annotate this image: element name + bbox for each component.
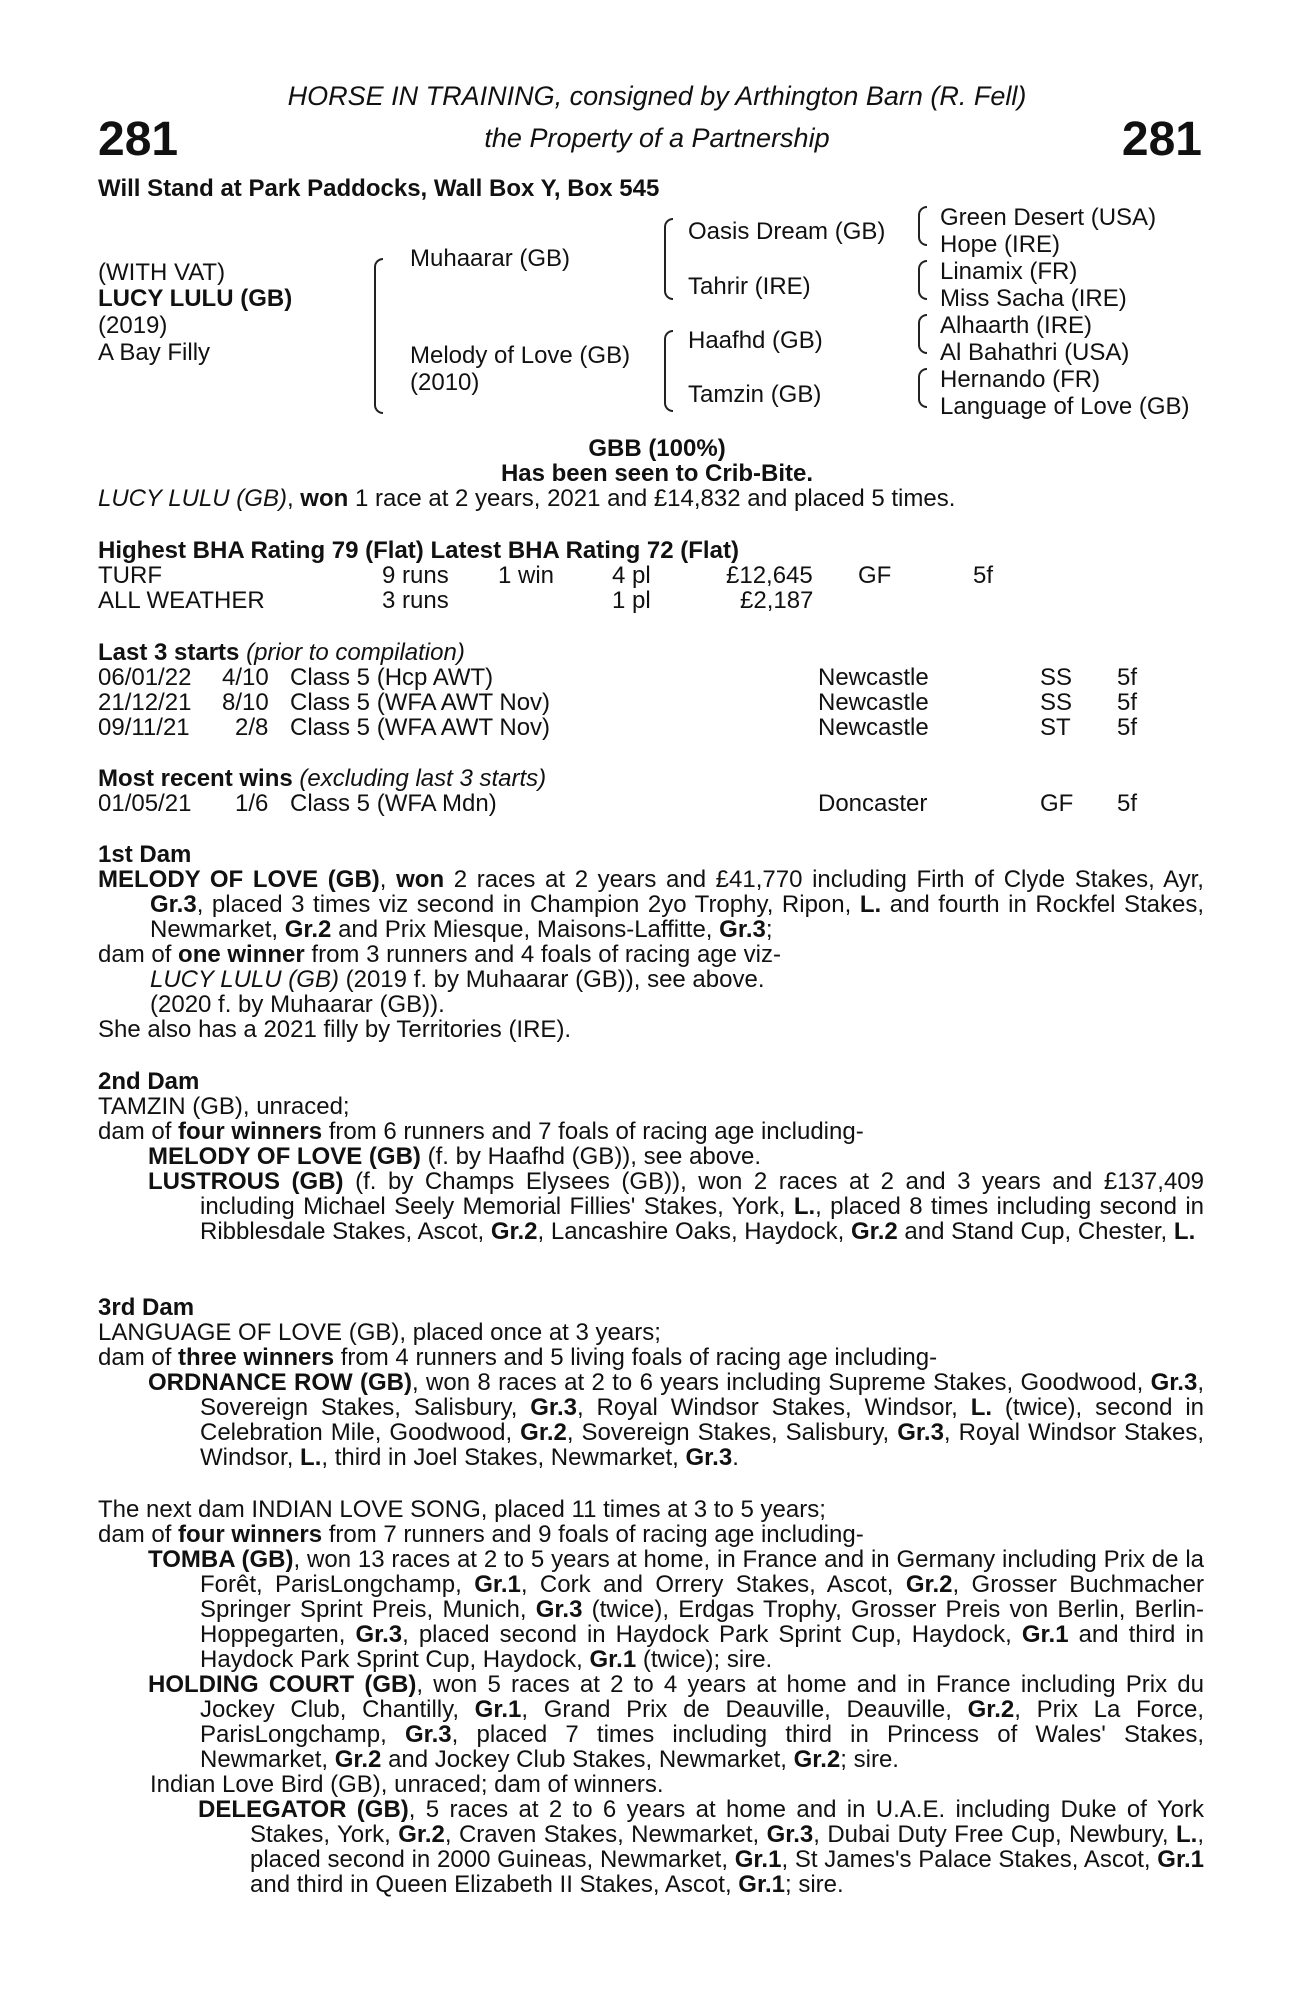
start-going: SS <box>1040 664 1073 691</box>
pedigree-brace-g2 <box>918 260 927 300</box>
start-date: 06/01/22 <box>98 664 192 691</box>
third-dam-line: LANGUAGE OF LOVE (GB), placed once at 3 years; <box>98 1319 661 1346</box>
pedigree-brace-g1 <box>918 206 927 246</box>
start-race: Class 5 (WFA AWT Nov) <box>290 714 551 741</box>
second-dam-section <box>98 1069 1204 1244</box>
win-course: Doncaster <box>818 790 928 817</box>
race-summary: LUCY LULU (GB), won 1 race at 2 years, 2021 and £14,832 and placed 5 times. <box>98 485 956 512</box>
pedigree-brace-g4 <box>918 368 927 408</box>
lot-number-right: 281 <box>1121 113 1202 166</box>
first-dam-produce-line: dam of one winner from 3 runners and 4 foals of racing age viz- <box>98 941 781 968</box>
start-position: 8/10 <box>222 689 269 716</box>
first-dam-also: She also has a 2021 filly by Territories (IRE). <box>98 1016 572 1043</box>
produce-item: Indian Love Bird (GB), unraced; dam of winners. <box>150 1771 664 1798</box>
turf-wins: 1 win <box>498 562 555 589</box>
property-line: the Property of a Partnership <box>484 123 830 153</box>
pedigree-dam-year: (2010) <box>410 369 480 396</box>
win-going: GF <box>1040 790 1074 817</box>
produce-item: MELODY OF LOVE (GB) (f. by Haafhd (GB)), see above. <box>148 1143 762 1170</box>
pedigree-dam-dam: Tamzin (GB) <box>688 381 822 408</box>
third-dam-produce-line: dam of three winners from 4 runners and 5 living foals of racing age including- <box>98 1344 938 1371</box>
start-course: Newcastle <box>818 664 929 691</box>
turf-distance: 5f <box>973 562 994 589</box>
aw-placed: 1 pl <box>612 587 651 614</box>
pedigree-ggp-6: Al Bahathri (USA) <box>940 339 1130 366</box>
pedigree-brace-main <box>374 258 383 414</box>
start-going: SS <box>1040 689 1073 716</box>
crib-bite-note: Has been seen to Crib-Bite. <box>500 460 814 487</box>
start-date: 21/12/21 <box>98 689 192 716</box>
produce-item: ORDNANCE ROW (GB), won 8 races at 2 to 6 years including Supreme Stakes, Goodwood, Gr.3, Sovereign Stakes, Salisbury, Gr.3, Royal Windsor Stakes, Windsor, L. (twice), second in Celebration Mile, Goodwood, Gr.2, Sovereign Stakes, Salisbury, Gr.3, Royal Windsor Stakes, Windsor, L., third in Joel Stakes, Newmarket, Gr.3. <box>148 1369 1204 1471</box>
pedigree-ggp-8: Language of Love (GB) <box>940 393 1190 420</box>
turf-prize-money: £12,645 <box>726 562 813 589</box>
next-dam-section <box>98 1497 1204 1897</box>
produce-item: LUCY LULU (GB) (2019 f. by Muhaarar (GB)), see above. <box>150 966 765 993</box>
pedigree-sire-dam: Tahrir (IRE) <box>688 273 811 300</box>
horse-description: A Bay Filly <box>98 339 211 366</box>
vat-label: (WITH VAT) <box>98 259 226 286</box>
turf-surface: TURF <box>98 562 162 589</box>
turf-placed: 4 pl <box>612 562 651 589</box>
bha-ratings-title: Highest BHA Rating 79 (Flat) Latest BHA Rating 72 (Flat) <box>98 537 739 564</box>
win-distance: 5f <box>1117 790 1138 817</box>
horse-name: LUCY LULU (GB) <box>98 285 293 312</box>
start-distance: 5f <box>1117 689 1138 716</box>
third-dam-heading: 3rd Dam <box>98 1294 195 1321</box>
summary-won: won <box>300 485 349 512</box>
start-going: ST <box>1040 714 1071 741</box>
pedigree-brace-g3 <box>918 314 927 354</box>
aw-surface: ALL WEATHER <box>98 587 265 614</box>
pedigree-sire: Muhaarar (GB) <box>410 245 571 272</box>
last-starts-note: (prior to compilation) <box>246 639 465 666</box>
last-starts-heading: Last 3 starts <box>98 639 240 666</box>
start-course: Newcastle <box>818 689 929 716</box>
pedigree-ggp-1: Green Desert (USA) <box>940 204 1157 231</box>
start-position: 4/10 <box>222 664 269 691</box>
second-dam-produce-line: dam of four winners from 6 runners and 7 foals of racing age including- <box>98 1118 864 1145</box>
gbb-status: GBB (100%) <box>588 435 726 462</box>
start-race: Class 5 (WFA AWT Nov) <box>290 689 551 716</box>
next-dam-line: The next dam INDIAN LOVE SONG, placed 11 times at 3 to 5 years; <box>98 1496 826 1523</box>
aw-prize-money: £2,187 <box>740 587 814 614</box>
first-dam-heading: 1st Dam <box>98 841 192 868</box>
pedigree-grandsire: Oasis Dream (GB) <box>688 218 886 245</box>
pedigree-ggp-5: Alhaarth (IRE) <box>940 312 1093 339</box>
pedigree-ggp-3: Linamix (FR) <box>940 258 1078 285</box>
aw-runs: 3 runs <box>382 587 449 614</box>
start-position: 2/8 <box>235 714 269 741</box>
second-dam-heading: 2nd Dam <box>98 1068 200 1095</box>
third-dam-section <box>98 1295 1204 1470</box>
lot-number-left: 281 <box>98 113 179 166</box>
win-race: Class 5 (WFA Mdn) <box>290 790 497 817</box>
stand-location: Will Stand at Park Paddocks, Wall Box Y, Box 545 <box>98 175 660 202</box>
recent-wins-heading: Most recent wins <box>98 765 293 792</box>
summary-horse-name: LUCY LULU (GB) <box>98 485 287 512</box>
first-dam-record: MELODY OF LOVE (GB), won 2 races at 2 years and £41,770 including Firth of Clyde Stakes, Ayr, Gr.3, placed 3 times viz second in Champion 2yo Trophy, Ripon, L. and fourth in Rockfel Stakes, Newmarket, Gr.2 and Prix Miesque, Maisons-Laffitte, Gr.3; <box>98 866 1205 943</box>
start-race: Class 5 (Hcp AWT) <box>290 664 494 691</box>
last-starts-title <box>98 640 465 665</box>
pedigree-ggp-4: Miss Sacha (IRE) <box>940 285 1127 312</box>
dam-name: MELODY OF LOVE (GB) <box>98 866 380 893</box>
next-dam-produce-line: dam of four winners from 7 runners and 9 foals of racing age including- <box>98 1521 864 1548</box>
pedigree-dam-sire: Haafhd (GB) <box>688 327 823 354</box>
start-distance: 5f <box>1117 714 1138 741</box>
turf-going: GF <box>858 562 892 589</box>
consignor-line: HORSE IN TRAINING, consigned by Arthington Barn (R. Fell) <box>287 81 1027 111</box>
win-date: 01/05/21 <box>98 790 192 817</box>
produce-item: TOMBA (GB), won 13 races at 2 to 5 years at home, in France and in Germany including Prix de la Forêt, ParisLongchamp, Gr.1, Cork and Orrery Stakes, Ascot, Gr.2, Grosser Buchmacher Springer Sprint Preis, Munich, Gr.3 (twice), Erdgas Trophy, Grosser Preis von Berlin, Berlin-Hoppegarten, Gr.3, placed second in Haydock Park Sprint Cup, Haydock, Gr.1 and third in Haydock Park Sprint Cup, Haydock, Gr.1 (twice); sire. <box>148 1546 1205 1673</box>
horse-year: (2019) <box>98 312 168 339</box>
first-dam-section <box>98 842 1204 1042</box>
produce-item: LUSTROUS (GB) (f. by Champs Elysees (GB)), won 2 races at 2 and 3 years and £137,409 including Michael Seely Memorial Fillies' Stakes, York, L., placed 8 times including second in Ribblesdale Stakes, Ascot, Gr.2, Lancashire Oaks, Haydock, Gr.2 and Stand Cup, Chester, L. <box>148 1168 1205 1245</box>
recent-wins-note: (excluding last 3 starts) <box>299 765 547 792</box>
win-position: 1/6 <box>235 790 269 817</box>
summary-record: 1 race at 2 years, 2021 and £14,832 and placed 5 times. <box>354 485 956 512</box>
won-label: won <box>396 866 445 893</box>
produce-item: HOLDING COURT (GB), won 5 races at 2 to 4 years at home and in France including Prix du Jockey Club, Chantilly, Gr.1, Grand Prix de Deauville, Deauville, Gr.2, Prix La Force, ParisLongchamp, Gr.3, placed 7 times including third in Princess of Wales' Stakes, Newmarket, Gr.2 and Jockey Club Stakes, Newmarket, Gr.2; sire. <box>148 1671 1205 1773</box>
turf-runs: 9 runs <box>382 562 449 589</box>
pedigree-dam: Melody of Love (GB) <box>410 342 631 369</box>
produce-item: DELEGATOR (GB), 5 races at 2 to 6 years at home and in U.A.E. including Duke of York Stakes, York, Gr.2, Craven Stakes, Newmarket, Gr.3, Dubai Duty Free Cup, Newbury, L., placed second in 2000 Guineas, Newmarket, Gr.1, St James's Palace Stakes, Ascot, Gr.1 and third in Queen Elizabeth II Stakes, Ascot, Gr.1; sire. <box>198 1796 1204 1898</box>
second-dam-line: TAMZIN (GB), unraced; <box>98 1093 350 1120</box>
pedigree-brace-sire <box>664 218 673 300</box>
produce-item: (2020 f. by Muhaarar (GB)). <box>150 991 445 1018</box>
pedigree-ggp-2: Hope (IRE) <box>940 231 1061 258</box>
recent-wins-title <box>98 766 546 791</box>
pedigree-brace-dam <box>664 330 673 412</box>
pedigree-ggp-7: Hernando (FR) <box>940 366 1101 393</box>
start-date: 09/11/21 <box>98 714 190 741</box>
start-distance: 5f <box>1117 664 1138 691</box>
start-course: Newcastle <box>818 714 929 741</box>
